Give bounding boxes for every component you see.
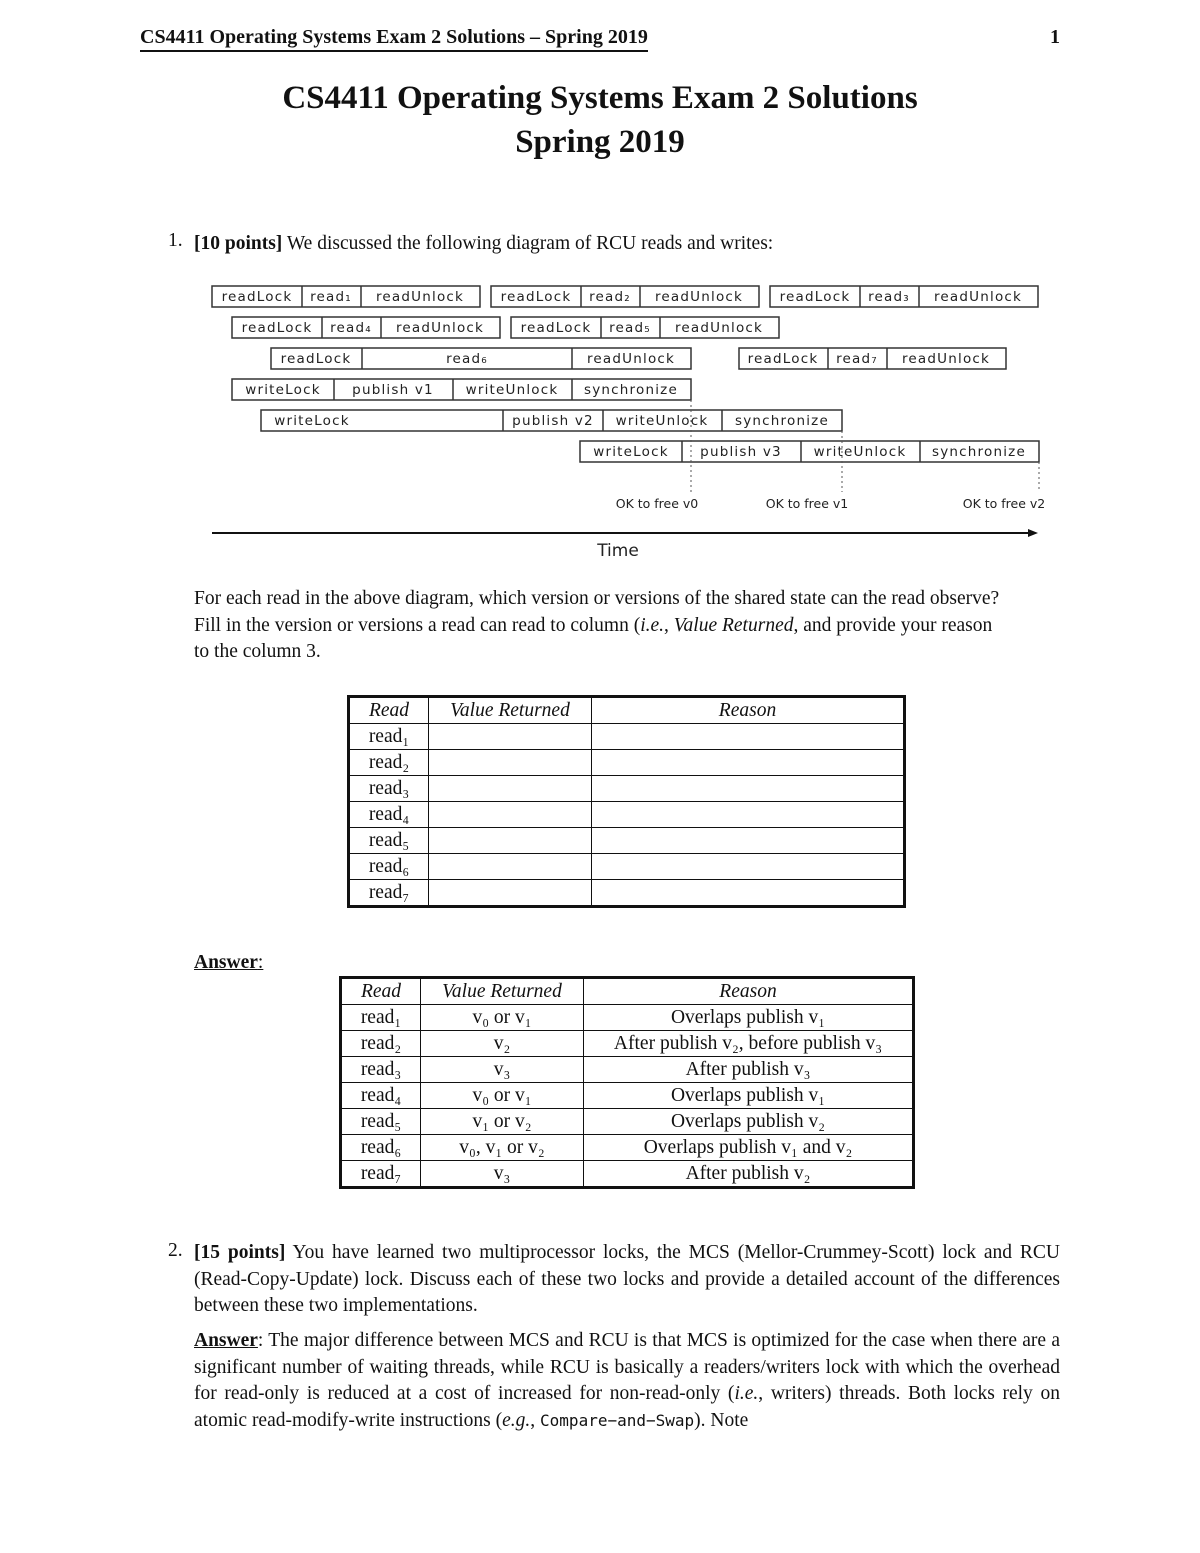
read-cell: read₁: [341, 1005, 421, 1031]
table-row: [341, 1083, 914, 1109]
running-header: [140, 26, 1060, 54]
time-arrow: [212, 529, 1038, 537]
diagram-label: writeUnlock: [615, 413, 709, 429]
answer-text: ,: [530, 1409, 541, 1431]
table-row: [349, 880, 905, 907]
empty-cell: [429, 854, 592, 880]
prompt-ie: i.e.: [640, 614, 665, 636]
reason-cell: Overlaps publish v₁ and v₂: [584, 1135, 914, 1161]
table-row: [341, 1005, 914, 1031]
diagram-label: synchronize: [932, 444, 1026, 460]
read-cell: read₃: [349, 776, 429, 802]
prompt-value-returned: Value Returned: [673, 614, 794, 636]
table-row: [349, 854, 905, 880]
diagram-label: readUnlock: [375, 289, 465, 305]
table-row: [349, 802, 905, 828]
value-cell: v₁ or v₂: [421, 1109, 584, 1135]
diagram-label: read₁: [310, 289, 352, 305]
empty-cell: [429, 750, 592, 776]
diagram-label: read₄: [330, 320, 372, 336]
diagram-label: publish v3: [700, 444, 782, 460]
diagram-label: read₆: [446, 351, 488, 367]
doc-title: CS4411 Operating Systems Exam 2 Solutions: [282, 80, 918, 116]
diagram-label: writeLock: [274, 413, 350, 429]
answer-table: [339, 976, 915, 1189]
header-title: CS4411 Operating Systems Exam 2 Solutions – Spring 2019: [140, 26, 648, 52]
value-cell: v₃: [421, 1161, 584, 1188]
read-cell: read₆: [341, 1135, 421, 1161]
table-row: [349, 828, 905, 854]
answer-text: ). Note: [694, 1409, 749, 1431]
prompt-line: Fill in the version or versions a read can read to column (: [194, 614, 641, 636]
prompt-line: For each read in the above diagram, which version or versions of the shared state can the read observe?: [194, 588, 1000, 609]
read-cell: read₃: [341, 1057, 421, 1083]
column-header: Read: [341, 978, 421, 1005]
answer-text: , writers) threads. Both locks rely on atomic read-modify-write instructions (: [194, 1383, 1060, 1431]
empty-cell: [592, 802, 905, 828]
diagram-label: read₅: [609, 320, 651, 336]
prompt-sep: ,: [664, 614, 674, 636]
empty-cell: [592, 880, 905, 907]
column-header: Value Returned: [429, 697, 592, 724]
question-1-prompt: [194, 586, 1060, 666]
diagram-label: writeLock: [593, 444, 669, 460]
diagram-label: synchronize: [584, 382, 678, 398]
diagram-label: read₃: [868, 289, 910, 305]
table-row: [349, 776, 905, 802]
diagram-label: writeUnlock: [465, 382, 559, 398]
diagram-label: readLock: [747, 351, 819, 367]
free-label: OK to free v1: [765, 496, 849, 511]
answer-eg: e.g.: [502, 1409, 531, 1431]
value-cell: v₀ or v₁: [421, 1005, 584, 1031]
blank-table: [347, 695, 906, 908]
prompt-line: to the column 3.: [194, 641, 321, 662]
answer-colon: :: [257, 952, 264, 973]
value-cell: v₀, v₁ or v₂: [421, 1135, 584, 1161]
diagram-label: writeLock: [245, 382, 321, 398]
column-header: Read: [349, 697, 429, 724]
diagram-label: readUnlock: [395, 320, 485, 336]
read-cell: read₁: [349, 724, 429, 750]
value-cell: v₂: [421, 1031, 584, 1057]
empty-cell: [592, 828, 905, 854]
answer-word: Answer: [194, 952, 258, 973]
question-text: You have learned two multiprocessor locks, the MCS (Mellor-Crummey-Scott) lock and RCU (Read-Copy-Update) lock. Discuss each of these two locks and provide a detailed account of the differences between these two implementations.: [194, 1242, 1061, 1316]
diagram-label: synchronize: [735, 413, 829, 429]
empty-cell: [429, 828, 592, 854]
table-row: [341, 1161, 914, 1188]
diagram-label: read₂: [589, 289, 631, 305]
column-header: Value Returned: [421, 978, 584, 1005]
reason-cell: Overlaps publish v₂: [584, 1109, 914, 1135]
time-axis-label: Time: [597, 541, 639, 561]
read-cell: read₂: [349, 750, 429, 776]
diagram-label: readUnlock: [674, 320, 764, 336]
read-cell: read₇: [341, 1161, 421, 1188]
read-cell: read₇: [349, 880, 429, 907]
diagram-label: readLock: [500, 289, 572, 305]
column-header: Reason: [592, 697, 905, 724]
diagram-label: readUnlock: [901, 351, 991, 367]
value-cell: v₃: [421, 1057, 584, 1083]
read-cell: read₂: [341, 1031, 421, 1057]
diagram-label: publish v1: [352, 382, 434, 398]
empty-cell: [592, 854, 905, 880]
read-cell: read₄: [341, 1083, 421, 1109]
free-label: OK to free v2: [962, 496, 1046, 511]
read-cell: read₄: [349, 802, 429, 828]
question-number: 2.: [168, 1240, 183, 1261]
table-row: [341, 1109, 914, 1135]
diagram-label: readLock: [520, 320, 592, 336]
answer-text: : The major difference between MCS and RCU is that MCS is optimized for the case when there are a significant number of waiting threads, while RCU is basically a readers/writers lock with which the overhead for read-only is reduced at a cost of increased for non-read-only (: [194, 1330, 1060, 1404]
reason-cell: Overlaps publish v₁: [584, 1083, 914, 1109]
diagram-label: readUnlock: [933, 289, 1023, 305]
diagram-label: readLock: [280, 351, 352, 367]
diagram-label: writeUnlock: [813, 444, 907, 460]
rcu-diagram: [0, 280, 1200, 570]
reason-cell: After publish v₃: [584, 1057, 914, 1083]
table-row: [341, 1057, 914, 1083]
empty-cell: [429, 776, 592, 802]
read-cell: read₆: [349, 854, 429, 880]
reason-cell: After publish v₂, before publish v₃: [584, 1031, 914, 1057]
empty-cell: [592, 776, 905, 802]
column-header: Reason: [584, 978, 914, 1005]
empty-cell: [429, 724, 592, 750]
free-label: OK to free v0: [615, 496, 699, 511]
table-row: [341, 1031, 914, 1057]
empty-cell: [429, 802, 592, 828]
answer-label: [194, 952, 263, 974]
diagram-label: readLock: [241, 320, 313, 336]
diagram-label: publish v2: [512, 413, 594, 429]
diagram-label: readLock: [221, 289, 293, 305]
reason-cell: Overlaps publish v₁: [584, 1005, 914, 1031]
read-cell: read₅: [341, 1109, 421, 1135]
empty-cell: [592, 750, 905, 776]
answer-ie: i.e.: [734, 1383, 759, 1404]
doc-subtitle: Spring 2019: [515, 124, 685, 160]
reason-cell: After publish v₂: [584, 1161, 914, 1188]
diagram-label: readUnlock: [654, 289, 744, 305]
empty-cell: [592, 724, 905, 750]
table-row: [349, 724, 905, 750]
read-cell: read₅: [349, 828, 429, 854]
question-number: 1.: [168, 230, 183, 251]
page-number: 1: [1050, 26, 1060, 48]
empty-cell: [429, 880, 592, 907]
diagram-label: read₇: [836, 351, 878, 367]
answer-label: Answer: [194, 1330, 258, 1351]
answer-code: Compare−and−Swap: [540, 1410, 695, 1430]
table-row: [349, 750, 905, 776]
diagram-label: readLock: [779, 289, 851, 305]
question-2-answer: [194, 1328, 1060, 1434]
question-text: We discussed the following diagram of RCU reads and writes:: [282, 233, 774, 254]
value-cell: v₀ or v₁: [421, 1083, 584, 1109]
prompt-line: , and provide your reason: [793, 614, 993, 636]
table-row: [341, 1135, 914, 1161]
diagram-label: readUnlock: [586, 351, 676, 367]
question-points: [15 points]: [194, 1242, 286, 1263]
question-points: [10 points]: [194, 233, 283, 254]
